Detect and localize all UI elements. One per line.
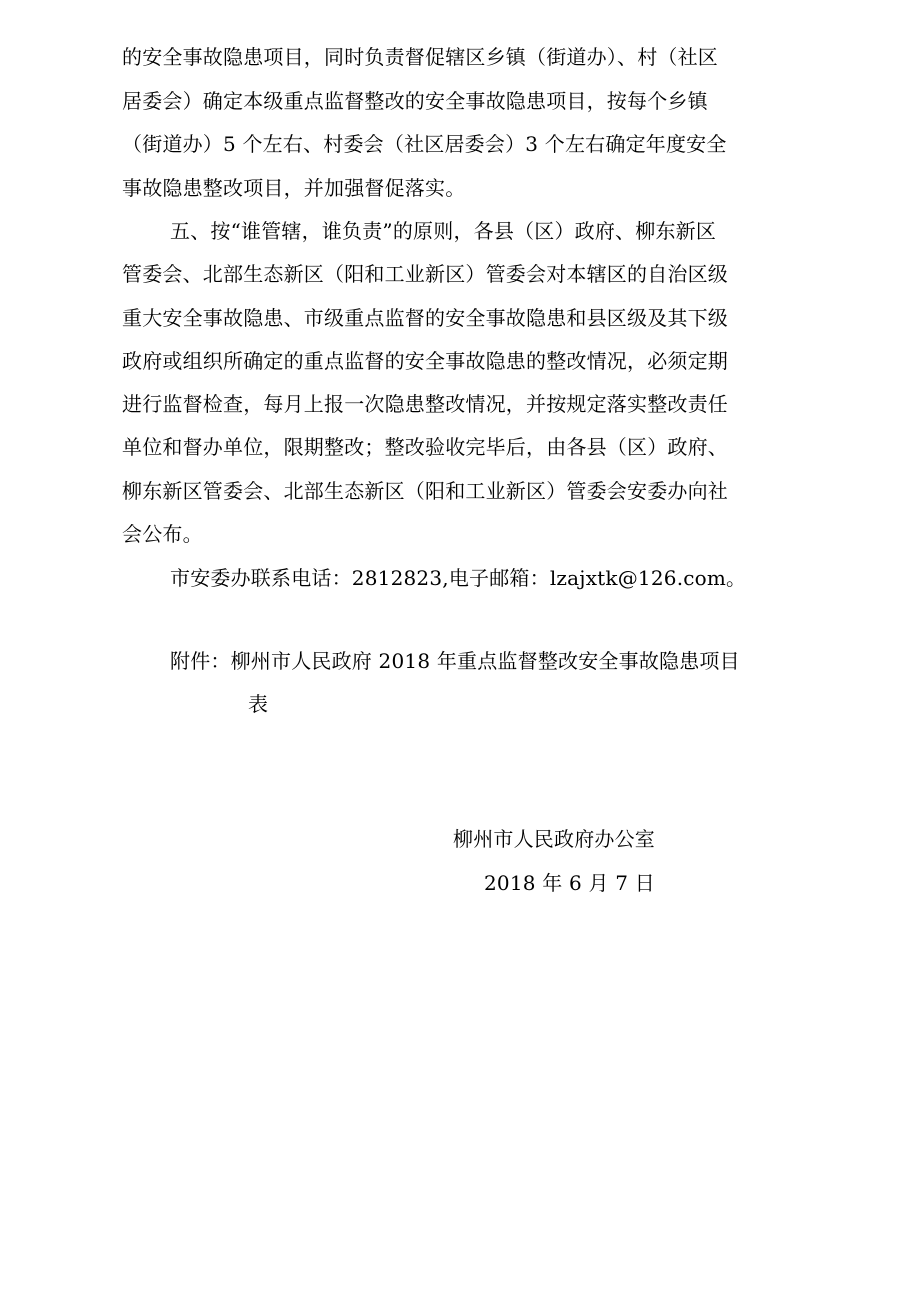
body-line: 事故隐患整改项目，并加强督促落实。	[122, 176, 466, 200]
body-line: （街道办）5 个左右、村委会（社区居委会）3 个左右确定年度安全	[122, 132, 727, 156]
signature-org: 柳州市人民政府办公室	[453, 827, 655, 851]
body-line: 进行监督检查，每月上报一次隐患整改情况，并按规定落实整改责任	[122, 392, 728, 416]
body-line: 五、按“谁管辖，谁负责”的原则，各县（区）政府、柳东新区	[170, 219, 717, 243]
contact-line: 市安委办联系电话：2812823,电子邮箱：lzajxtk@126.com。	[170, 566, 747, 590]
body-line: 重大安全事故隐患、市级重点监督的安全事故隐患和县区级及其下级	[122, 306, 728, 330]
body-line: 的安全事故隐患项目，同时负责督促辖区乡镇（街道办）、村（社区	[122, 45, 718, 69]
body-line: 会公布。	[122, 522, 203, 546]
body-line: 居委会）确定本级重点监督整改的安全事故隐患项目，按每个乡镇	[122, 89, 708, 113]
body-line: 柳东新区管委会、北部生态新区（阳和工业新区）管委会安委办向社	[122, 479, 728, 503]
attachment-line: 附件：柳州市人民政府 2018 年重点监督整改安全事故隐患项目	[170, 649, 740, 673]
signature-date: 2018 年 6 月 7 日	[484, 871, 655, 895]
attachment-line-continued: 表	[248, 692, 269, 716]
body-line: 政府或组织所确定的重点监督的安全事故隐患的整改情况，必须定期	[122, 349, 728, 373]
body-line: 单位和督办单位，限期整改；整改验收完毕后，由各县（区）政府、	[122, 435, 728, 459]
body-line: 管委会、北部生态新区（阳和工业新区）管委会对本辖区的自治区级	[122, 262, 728, 286]
